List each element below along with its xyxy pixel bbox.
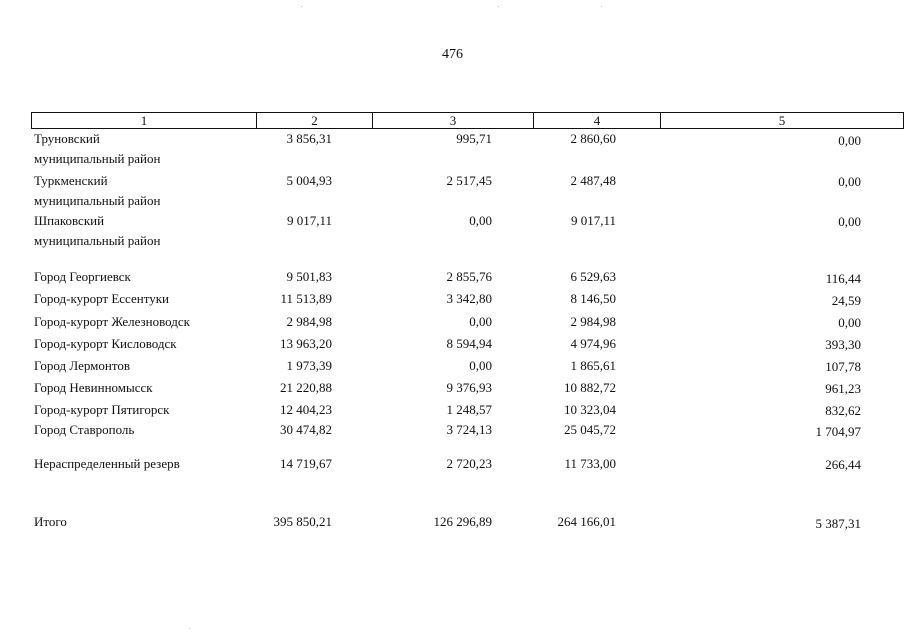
cell-c4: 2 487,48 xyxy=(570,173,616,188)
cell-c3: 2 517,45 xyxy=(446,173,492,188)
cell-c2: 21 220,88 xyxy=(280,380,332,395)
cell-c4: 6 529,63 xyxy=(570,269,616,284)
row-name: Город-курорт Кисловодск xyxy=(34,336,177,351)
row-name: Город Георгиевск xyxy=(34,269,131,284)
cell-c5: 24,59 xyxy=(831,293,861,308)
cell-c3: 0,00 xyxy=(469,314,492,329)
cell-c2: 14 719,67 xyxy=(280,456,332,471)
cell-c4: 9 017,11 xyxy=(570,213,616,228)
header-cell-4: 4 xyxy=(534,112,661,129)
cell-c2: 3 856,31 xyxy=(286,131,332,146)
cell-c5: 266,44 xyxy=(825,457,861,472)
cell-c3: 9 376,93 xyxy=(446,380,492,395)
cell-c4: 1 865,61 xyxy=(570,358,616,373)
page-number: 476 xyxy=(442,47,463,62)
table-header xyxy=(31,112,904,129)
cell-c5: 5 387,31 xyxy=(815,516,861,531)
header-cell-3: 3 xyxy=(373,112,534,129)
row-name: Шпаковский муниципальный район xyxy=(34,213,161,248)
cell-c3: 0,00 xyxy=(469,213,492,228)
header-cell-1: 1 xyxy=(31,112,257,129)
row-name: Город Невинномысск xyxy=(34,380,153,395)
cell-c5: 0,00 xyxy=(838,315,861,330)
cell-c4: 4 974,96 xyxy=(570,336,616,351)
row-name: Нераспределенный резерв xyxy=(34,456,180,471)
cell-c2: 30 474,82 xyxy=(280,422,332,437)
cell-c4: 10 323,04 xyxy=(564,402,616,417)
cell-c4: 2 860,60 xyxy=(570,131,616,146)
cell-c2: 11 513,89 xyxy=(280,291,332,306)
cell-c4: 10 882,72 xyxy=(564,380,616,395)
cell-c2: 9 501,83 xyxy=(286,269,332,284)
cell-c3: 2 855,76 xyxy=(446,269,492,284)
cell-c4: 8 146,50 xyxy=(570,291,616,306)
cell-c3: 2 720,23 xyxy=(446,456,492,471)
cell-c2: 395 850,21 xyxy=(273,514,332,529)
cell-c4: 264 166,01 xyxy=(557,514,616,529)
cell-c3: 3 724,13 xyxy=(446,422,492,437)
cell-c5: 832,62 xyxy=(825,403,861,418)
row-name: Город-курорт Пятигорск xyxy=(34,402,170,417)
row-name: Город Лермонтов xyxy=(34,358,130,373)
cell-c5: 393,30 xyxy=(825,337,861,352)
cell-c3: 1 248,57 xyxy=(446,402,492,417)
cell-c2: 2 984,98 xyxy=(286,314,332,329)
cell-c2: 9 017,11 xyxy=(286,213,332,228)
header-cell-2: 2 xyxy=(257,112,373,129)
cell-c2: 5 004,93 xyxy=(286,173,332,188)
row-name: Город Ставрополь xyxy=(34,422,135,437)
cell-c2: 1 973,39 xyxy=(286,358,332,373)
cell-c2: 12 404,23 xyxy=(280,402,332,417)
cell-c4: 25 045,72 xyxy=(564,422,616,437)
cell-c3: 8 594,94 xyxy=(446,336,492,351)
cell-c2: 13 963,20 xyxy=(280,336,332,351)
cell-c5: 116,44 xyxy=(825,271,861,286)
cell-c5: 107,78 xyxy=(825,359,861,374)
cell-c3: 3 342,80 xyxy=(446,291,492,306)
cell-c4: 2 984,98 xyxy=(570,314,616,329)
cell-c3: 0,00 xyxy=(469,358,492,373)
header-cell-5: 5 xyxy=(661,112,904,129)
row-name: Город-курорт Ессентуки xyxy=(34,291,169,306)
cell-c5: 961,23 xyxy=(825,381,861,396)
cell-c5: 0,00 xyxy=(838,174,861,189)
cell-c5: 0,00 xyxy=(838,214,861,229)
cell-c3: 995,71 xyxy=(456,131,492,146)
row-name: Труновский муниципальный район xyxy=(34,131,161,166)
cell-c4: 11 733,00 xyxy=(564,456,616,471)
row-name: Итого xyxy=(34,514,67,529)
cell-c3: 126 296,89 xyxy=(433,514,492,529)
cell-c5: 1 704,97 xyxy=(815,424,861,439)
cell-c5: 0,00 xyxy=(838,133,861,148)
row-name: Туркменский муниципальный район xyxy=(34,173,161,208)
row-name: Город-курорт Железноводск xyxy=(34,314,190,329)
